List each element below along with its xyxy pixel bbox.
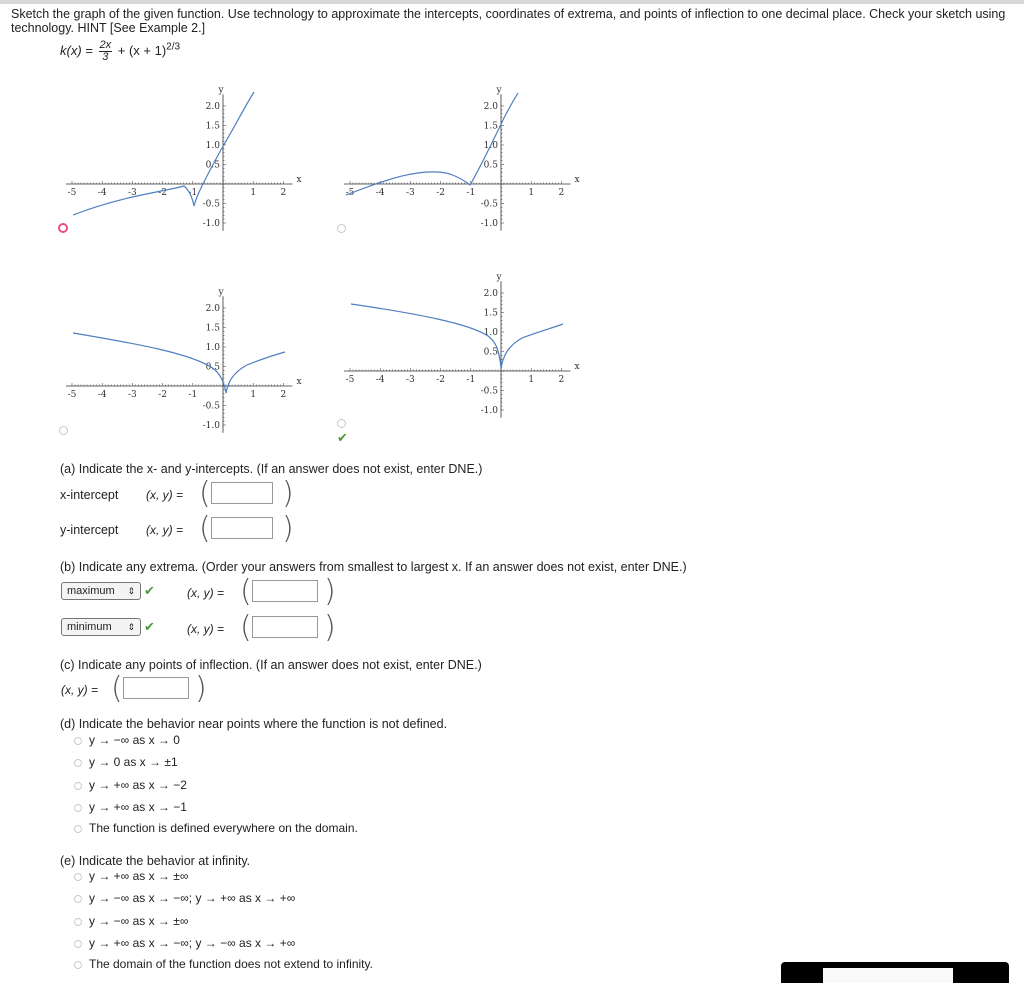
x-tick-label: -2 [436,188,445,198]
y-tick-label: 1.5 [483,121,498,132]
radio-icon [74,825,82,833]
x-tick-label: 1 [250,390,257,400]
fraction: $\frac{2x}{3}$ [99,39,112,63]
y-tick-label: 1.0 [205,343,220,353]
x-tick-label: -1 [466,188,476,198]
part-d-option-5[interactable]: The function is defined everywhere on the domain. [74,821,358,835]
close-paren: ) [324,574,336,609]
correct-check-icon: ✔ [144,619,155,634]
part-e-option-3[interactable]: y → −∞ as x → ±∞ [74,914,188,928]
y-tick-label: 2.0 [205,304,220,314]
y-intercept-input[interactable] [211,517,273,539]
extremum-1-input[interactable] [252,580,318,602]
close-paren: ) [282,511,294,546]
open-paren: ( [199,511,211,546]
x-tick-label: 1 [528,375,535,385]
x-axis-label: x [296,377,302,387]
y-tick-label: -0.5 [480,199,498,210]
extremum-1-coord-label: (x, y) = [187,586,225,600]
open-paren: ( [240,610,252,645]
y-tick-label: 1.0 [483,328,498,338]
radio-icon [74,873,82,881]
graph-option-3[interactable] [62,273,307,431]
y-tick-label: 2.0 [483,289,498,299]
close-paren: ) [324,610,336,645]
x-tick-label: 2 [280,188,287,198]
x-tick-label: -4 [97,188,107,198]
extremum-2-coord-label: (x, y) = [187,622,225,636]
part-d-option-4[interactable]: y → +∞ as x → −1 [74,800,187,814]
y-tick-label: 2.0 [205,102,220,112]
part-e-option-2[interactable]: y → −∞ as x → −∞; y → +∞ as x → +∞ [74,891,295,905]
y-tick-label: 0.5 [205,160,220,171]
part-d-option-2[interactable]: y → 0 as x → ±1 [74,755,178,769]
x-tick-label: -3 [406,188,415,198]
radio-icon [74,737,82,745]
y-axis-label: y [496,272,502,283]
part-e-option-5[interactable]: The domain of the function does not extend to infinity. [74,957,373,971]
x-intercept-coord-label: (x, y) = [146,488,184,502]
top-divider [0,0,1024,4]
y-tick-label: -1.0 [202,421,220,431]
x-tick-label: -4 [375,188,385,198]
correct-check-icon: ✔ [144,583,155,598]
curve [351,304,563,368]
y-tick-label: -0.5 [202,199,220,210]
x-tick-label: -1 [188,390,198,400]
y-tick-label: 0.5 [205,362,220,373]
part-b-prompt: (b) Indicate any extrema. (Order your answers from smallest to largest x. If an answer does not exist, enter DNE.) [60,560,687,574]
radio-icon [74,918,82,926]
updown-icon: ⇕ [127,586,135,596]
y-tick-label: 1.5 [483,308,498,319]
x-tick-label: 2 [558,375,565,385]
x-axis-label: x [574,175,580,185]
close-paren: ) [282,476,294,511]
x-tick-label: -2 [158,188,167,198]
open-paren: ( [199,476,211,511]
y-axis-label: y [218,85,224,96]
correct-check-icon: ✔ [337,430,348,445]
x-intercept-label: x-intercept [60,488,119,502]
part-d-option-3[interactable]: y → +∞ as x → −2 [74,778,187,792]
axes [66,85,302,231]
y-tick-label: 1.0 [205,141,220,151]
graph-option-radio-2[interactable] [337,224,346,233]
axes [344,272,580,418]
graph-option-radio-4[interactable] [337,419,346,428]
radio-icon [74,782,82,790]
y-tick-label: -0.5 [480,386,498,397]
x-tick-label: 1 [250,188,257,198]
extremum-type-select-1[interactable]: maximum ⇕ [61,582,141,600]
graph-option-1[interactable] [62,78,307,228]
radio-icon [74,940,82,948]
updown-icon: ⇕ [127,622,135,632]
radio-icon [74,759,82,767]
part-a-prompt: (a) Indicate the x- and y-intercepts. (If an answer does not exist, enter DNE.) [60,462,483,476]
screenshot-thumbnail[interactable] [781,962,1009,983]
part-e-prompt: (e) Indicate the behavior at infinity. [60,854,251,868]
x-tick-label: -3 [406,375,415,385]
thumbnail-preview [823,968,953,983]
graph-option-radio-3[interactable] [59,426,68,435]
graph-option-radio-1[interactable] [58,223,68,233]
part-e-option-1[interactable]: y → +∞ as x → ±∞ [74,869,188,883]
x-tick-label: 1 [528,188,535,198]
x-axis-label: x [574,362,580,372]
inflection-coord-label: (x, y) = [61,683,99,697]
x-intercept-input[interactable] [211,482,273,504]
y-axis-label: y [218,287,224,298]
x-tick-label: -5 [67,188,77,198]
open-paren: ( [240,574,252,609]
y-tick-label: -1.0 [480,219,498,229]
x-axis-label: x [296,175,302,185]
part-d-option-1[interactable]: y → −∞ as x → 0 [74,733,180,747]
open-paren: ( [111,671,123,706]
x-tick-label: -2 [436,375,445,385]
y-tick-label: -1.0 [202,219,220,229]
y-intercept-label: y-intercept [60,523,119,537]
y-tick-label: -0.5 [202,401,220,412]
x-tick-label: -3 [128,188,137,198]
question-text: Sketch the graph of the given function. Use technology to approximate the intercepts, coordinates of extrema, and points of inflection to one decimal place. Check your sketch using technology. HINT [See Example 2.] [11,7,1006,35]
radio-icon [74,961,82,969]
x-tick-label: -1 [188,188,198,198]
extremum-type-select-2[interactable]: minimum ⇕ [61,618,141,636]
x-tick-label: -3 [128,390,137,400]
x-tick-label: -4 [97,390,107,400]
x-tick-label: -1 [466,375,476,385]
y-tick-label: 1.5 [205,121,220,132]
part-d-prompt: (d) Indicate the behavior near points where the function is not defined. [60,717,448,731]
x-tick-label: -5 [345,188,355,198]
x-tick-label: 2 [558,188,565,198]
y-tick-label: 1.5 [205,323,220,334]
axes [344,85,580,231]
x-tick-label: 2 [280,390,287,400]
graph-option-4[interactable] [340,268,585,418]
y-tick-label: 1.0 [483,141,498,151]
part-e-option-4[interactable]: y → +∞ as x → −∞; y → −∞ as x → +∞ [74,936,295,950]
y-tick-label: 0.5 [483,347,498,358]
y-axis-label: y [496,85,502,96]
y-tick-label: 0.5 [483,160,498,171]
x-tick-label: -2 [158,390,167,400]
axes [66,287,302,433]
x-tick-label: -4 [375,375,385,385]
radio-icon [74,895,82,903]
extremum-2-input[interactable] [252,616,318,638]
close-paren: ) [195,671,207,706]
x-tick-label: -5 [67,390,77,400]
graph-option-2[interactable] [340,78,585,228]
radio-icon [74,804,82,812]
y-intercept-coord-label: (x, y) = [146,523,184,537]
x-tick-label: -5 [345,375,355,385]
part-c-prompt: (c) Indicate any points of inflection. (If an answer does not exist, enter DNE.) [60,658,482,672]
y-tick-label: 2.0 [483,102,498,112]
function-definition: k(x) = $\frac{2x}{3}$ + $(x + 1)^{2/3}$ [60,39,181,63]
y-tick-label: -1.0 [480,406,498,416]
inflection-input[interactable] [123,677,189,699]
